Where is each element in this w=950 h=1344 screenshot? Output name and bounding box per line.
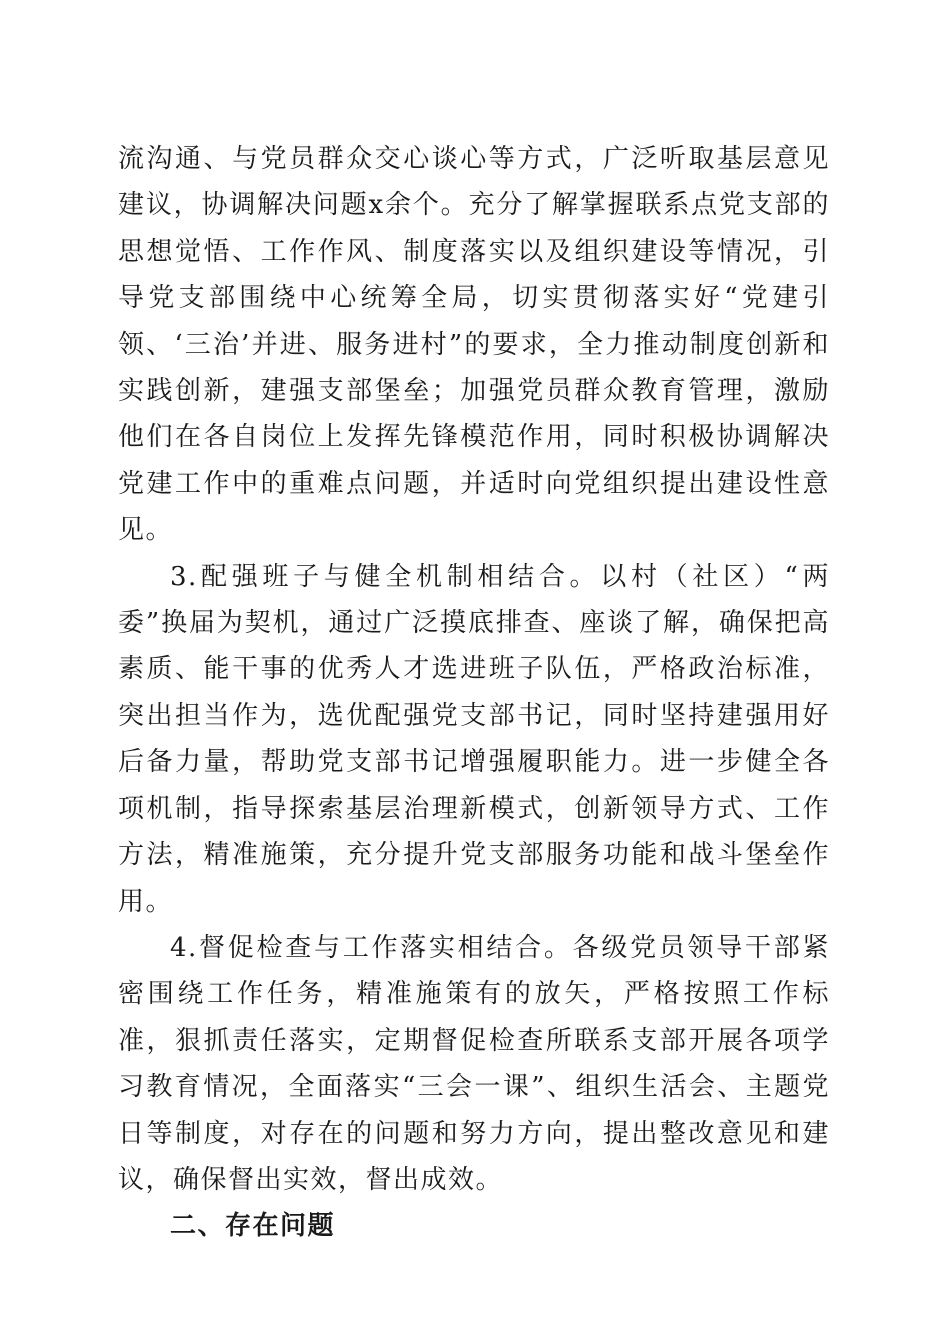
paragraph-item-4: 4.督促检查与工作落实相结合。各级党员领导干部紧密围绕工作任务，精准施策有的放矢，严格按照工作标准，狠抓责任落实，定期督促检查所联系支部开展各项学习教育情况，全面落实“三会一课”、组织生活会、主题党日等制度，对存在的问题和努力方向，提出整改意见和建议，确保督出实效，督出成效。 (118, 932, 830, 1195)
section-heading: 二、存在问题 (170, 1211, 336, 1242)
paragraph-item-3: 3.配强班子与健全机制相结合。以村（社区）“两委”换届为契机，通过广泛摸底排查、座谈了解，确保把高素质、能干事的优秀人才选进班子队伍，严格政治标准，突出担当作为，选优配强党支部书记，同时坚持建强用好后备力量，帮助党支部书记增强履职能力。进一步健全各项机制，指导探索基层治理新模式，创新领导方式、工作方法，精准施策，充分提升党支部服务功能和战斗堡垒作用。 (118, 561, 830, 917)
document-body (118, 136, 830, 1250)
paragraph-continuation: 流沟通、与党员群众交心谈心等方式，广泛听取基层意见建议，协调解决问题x余个。充分了解掌握联系点党支部的思想觉悟、工作作风、制度落实以及组织建设等情况，引导党支部围绕中心统筹全局，切实贯彻落实好“党建引领、‘三治’并进、服务进村”的要求，全力推动制度创新和实践创新，建强支部堡垒；加强党员群众教育管理，激励他们在各自岗位上发挥先锋模范作用，同时积极协调解决党建工作中的重难点问题，并适时向党组织提出建设性意见。 (118, 144, 830, 546)
